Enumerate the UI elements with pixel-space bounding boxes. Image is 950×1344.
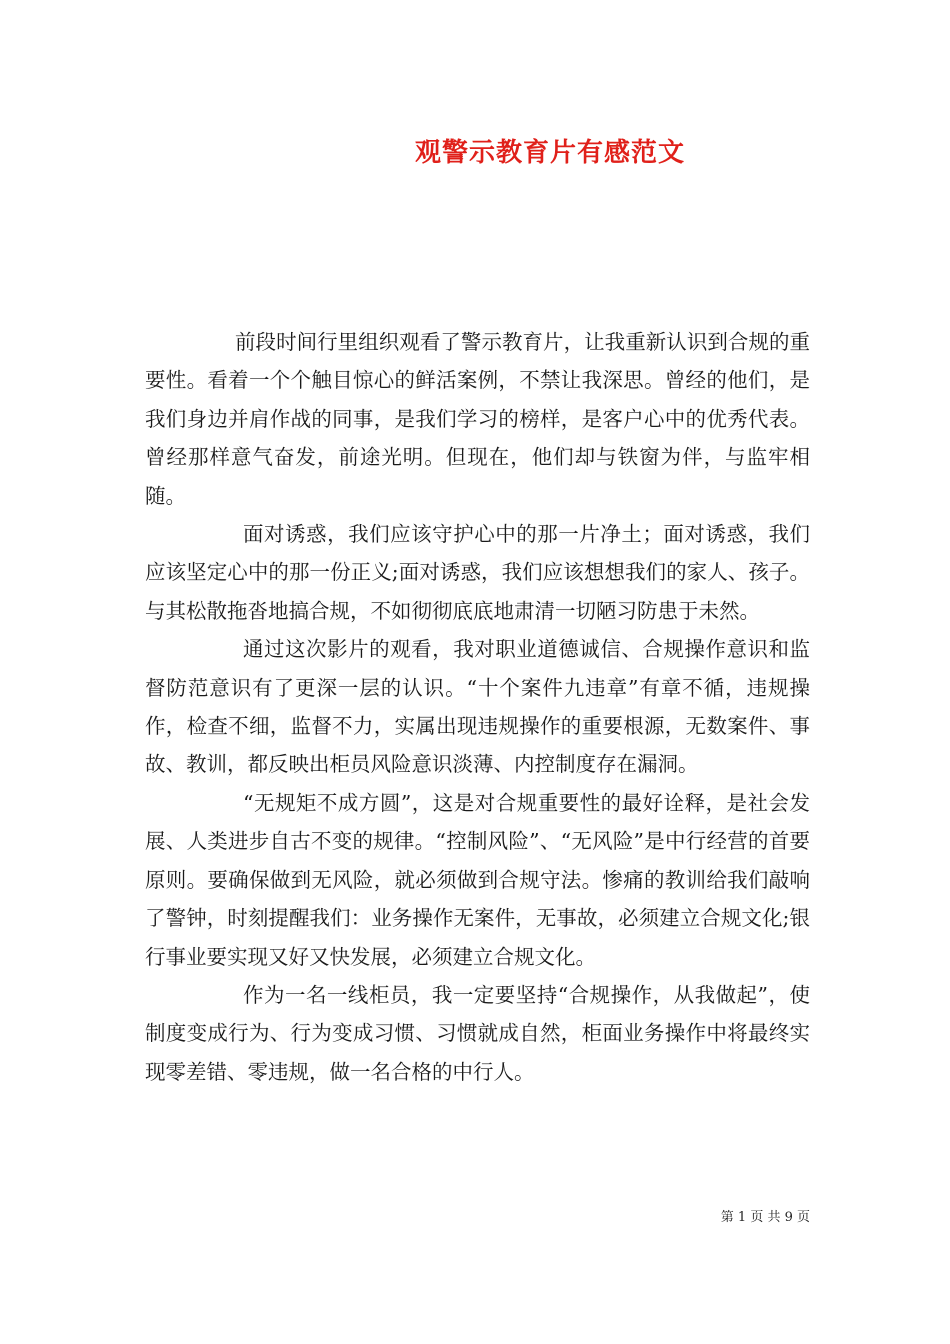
paragraph-5: 作为一名一线柜员，我一定要坚持“合规操作，从我做起”，使制度变成行为、行为变成习惯、习惯就成自然，柜面业务操作中将最终实现零差错、零违规，做一名合格的中行人。 [145, 982, 810, 1084]
page-number-footer: 第 1 页 共 9 页 [720, 1210, 810, 1225]
paragraph-4: “无规矩不成方圆”，这是对合规重要性的最好诠释，是社会发展、人类进步自古不变的规律。“控制风险”、“无风险”是中行经营的首要原则。要确保做到无风险，就必须做到合规守法。惨痛的教训给我们敲响了警钟，时刻提醒我们：业务操作无案件，无事故，必须建立合规文化;银行事业要实现又好又快发展，必须建立合规文化。 [145, 790, 810, 969]
paragraph-3: 通过这次影片的观看，我对职业道德诚信、合规操作意识和监督防范意识有了更深一层的认识。“十个案件九违章”有章不循，违规操作，检查不细，监督不力，实属出现违规操作的重要根源，无数案件、事故、教训，都反映出柜员风险意识淡薄、内控制度存在漏洞。 [145, 637, 810, 777]
paragraph-2: 面对诱惑，我们应该守护心中的那一片净土；面对诱惑，我们应该坚定心中的那一份正义;面对诱惑，我们应该想想我们的家人、孩子。与其松散拖沓地搞合规，不如彻彻底底地肃清一切陋习防患于未然。 [145, 522, 810, 623]
document-body [145, 323, 810, 1091]
paragraph-1: 前段时间行里组织观看了警示教育片，让我重新认识到合规的重要性。看着一个个触目惊心的鲜活案例，不禁让我深思。曾经的他们，是我们身边并肩作战的同事，是我们学习的榜样，是客户心中的优秀代表。曾经那样意气奋发，前途光明。但现在，他们却与铁窗为伴，与监牢相随。 [145, 330, 810, 508]
document-title: 观警示教育片有感范文 [414, 138, 685, 168]
